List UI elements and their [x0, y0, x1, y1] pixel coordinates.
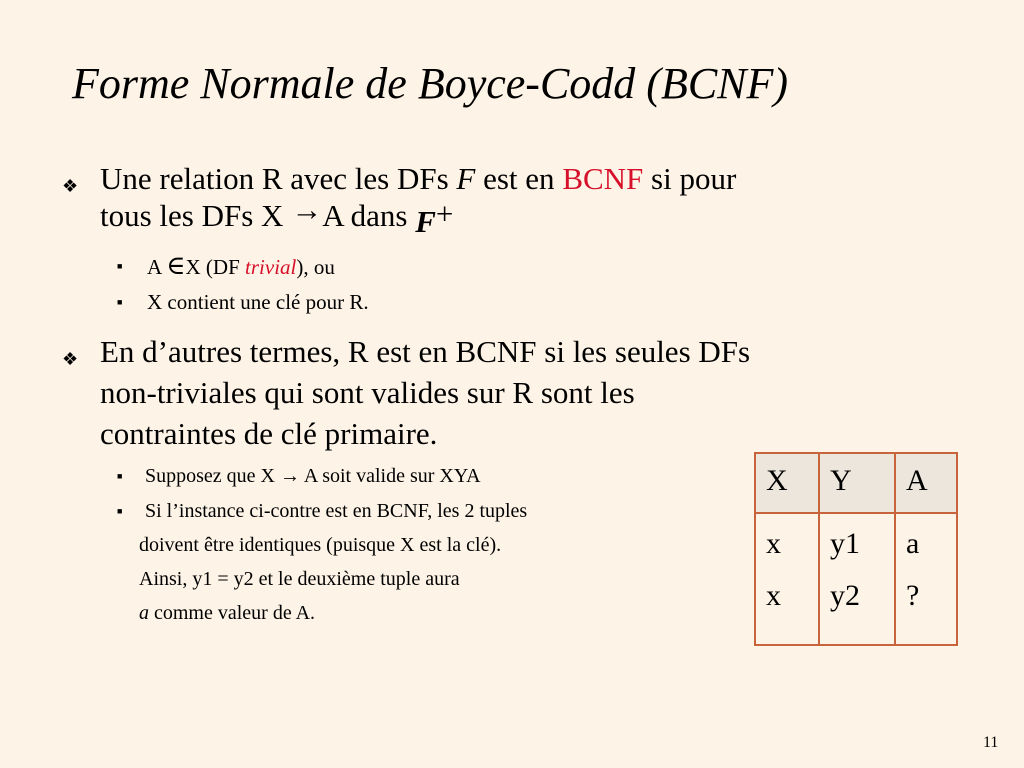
text-segment: ), ou: [296, 255, 335, 279]
cell: x: [766, 527, 781, 560]
cell: y1: [830, 527, 860, 560]
column-a-values: [895, 513, 957, 645]
trivial-highlight: trivial: [245, 255, 297, 279]
sub-bullet-text: Supposez que X → A soit valide sur XYA: [145, 465, 481, 487]
text-segment: est en: [475, 161, 563, 196]
text-segment: X (DF: [185, 255, 246, 279]
text-segment: si pour: [643, 161, 737, 196]
sub-bullet-text: X contient une clé pour R.: [147, 290, 369, 314]
bcnf-highlight: BCNF: [562, 161, 644, 196]
page-number: 11: [983, 734, 999, 751]
column-header-y: Y: [819, 453, 895, 513]
square-bullet-icon: ■: [117, 297, 123, 307]
arrow-icon: →: [291, 192, 323, 227]
text-segment: A: [147, 255, 167, 279]
relation-instance-table: [754, 452, 958, 646]
sub-bullet-text: Si l’instance ci-contre est en BCNF, les 2 tuples: [145, 500, 528, 522]
bullet-line: En d’autres termes, R est en BCNF si les seules DFs: [100, 334, 751, 369]
square-bullet-icon: ■: [117, 506, 123, 516]
diamond-bullet-icon: ❖: [62, 176, 79, 196]
sub-bullet-text: [147, 249, 335, 284]
sub-bullet-continuation: Ainsi, y1 = y2 et le deuxième tuple aura: [139, 568, 460, 590]
fd-set-symbol: F: [456, 161, 476, 196]
text-segment: tous les DFs X: [100, 198, 292, 233]
square-bullet-icon: ■: [117, 471, 123, 481]
closure-plus: +: [435, 196, 454, 231]
square-bullet-icon: ■: [117, 261, 123, 271]
cell: a: [906, 527, 920, 560]
cell: ?: [906, 579, 920, 612]
bullet-line: contraintes de clé primaire.: [100, 416, 438, 451]
text-segment: comme valeur de A.: [149, 602, 316, 624]
value-a: a: [139, 602, 149, 624]
table-row: [755, 513, 957, 645]
column-header-a: A: [895, 453, 957, 513]
sub-bullet-continuation: doivent être identiques (puisque X est la clé).: [139, 534, 502, 556]
bullet-line: [100, 160, 736, 197]
table-header-row: [755, 453, 957, 513]
cell: y2: [830, 579, 860, 612]
bullet-line: non-triviales qui sont valides sur R sont les: [100, 375, 635, 410]
bullet-line: [100, 192, 454, 239]
text-segment: A dans: [322, 198, 416, 233]
slide-title: Forme Normale de Boyce-Codd (BCNF): [72, 59, 789, 108]
text-segment: Une relation R avec les DFs: [100, 161, 457, 196]
column-header-x: X: [755, 453, 819, 513]
element-of-icon: ∈: [166, 251, 186, 280]
column-x-values: [755, 513, 819, 645]
sub-bullet-continuation: [139, 596, 315, 630]
cell: x: [766, 579, 781, 612]
diamond-bullet-icon: ❖: [62, 349, 79, 369]
column-y-values: [819, 513, 895, 645]
fd-set-symbol: F: [415, 204, 436, 239]
